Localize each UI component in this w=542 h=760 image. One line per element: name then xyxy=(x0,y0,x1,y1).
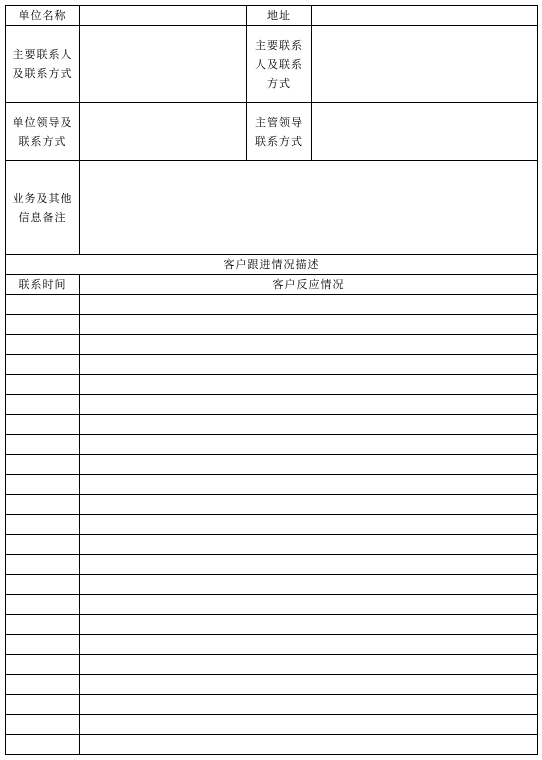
followup-row xyxy=(6,555,538,575)
followup-row xyxy=(6,375,538,395)
contact-time-cell[interactable] xyxy=(6,675,80,695)
contact-time-cell[interactable] xyxy=(6,635,80,655)
contact-time-cell[interactable] xyxy=(6,695,80,715)
customer-reaction-cell[interactable] xyxy=(80,415,538,435)
contact-time-cell[interactable] xyxy=(6,575,80,595)
contact-time-cell[interactable] xyxy=(6,615,80,635)
followup-row xyxy=(6,635,538,655)
followup-row xyxy=(6,315,538,335)
address-label: 地址 xyxy=(247,6,312,26)
contact-time-cell[interactable] xyxy=(6,355,80,375)
unit-leader-field[interactable] xyxy=(80,103,247,161)
customer-reaction-cell[interactable] xyxy=(80,295,538,315)
contact-time-cell[interactable] xyxy=(6,595,80,615)
contact-time-cell[interactable] xyxy=(6,715,80,735)
customer-reaction-cell[interactable] xyxy=(80,515,538,535)
contact-time-cell[interactable] xyxy=(6,495,80,515)
contact-time-cell[interactable] xyxy=(6,475,80,495)
main-contact-label: 主要联系人及联系方式 xyxy=(6,26,80,103)
followup-row xyxy=(6,675,538,695)
contact-time-cell[interactable] xyxy=(6,295,80,315)
followup-section-title: 客户跟进情况描述 xyxy=(6,255,538,275)
customer-reaction-cell[interactable] xyxy=(80,715,538,735)
customer-reaction-cell[interactable] xyxy=(80,575,538,595)
col-header-customer-reaction: 客户反应情况 xyxy=(80,275,538,295)
supervisor-field[interactable] xyxy=(312,103,538,161)
customer-reaction-cell[interactable] xyxy=(80,535,538,555)
form-table xyxy=(5,5,538,755)
customer-reaction-cell[interactable] xyxy=(80,595,538,615)
contact-time-cell[interactable] xyxy=(6,515,80,535)
address-field[interactable] xyxy=(312,6,538,26)
customer-reaction-cell[interactable] xyxy=(80,375,538,395)
contact-time-cell[interactable] xyxy=(6,455,80,475)
unit-name-field[interactable] xyxy=(80,6,247,26)
followup-row xyxy=(6,355,538,375)
followup-row xyxy=(6,335,538,355)
followup-row xyxy=(6,435,538,455)
contact-time-cell[interactable] xyxy=(6,415,80,435)
customer-reaction-cell[interactable] xyxy=(80,335,538,355)
contact-time-cell[interactable] xyxy=(6,315,80,335)
customer-reaction-cell[interactable] xyxy=(80,355,538,375)
customer-reaction-cell[interactable] xyxy=(80,655,538,675)
followup-row xyxy=(6,735,538,755)
customer-reaction-cell[interactable] xyxy=(80,635,538,655)
customer-reaction-cell[interactable] xyxy=(80,315,538,335)
customer-followup-form xyxy=(5,5,537,755)
followup-row xyxy=(6,655,538,675)
followup-row xyxy=(6,395,538,415)
followup-row xyxy=(6,295,538,315)
contact-time-cell[interactable] xyxy=(6,535,80,555)
main-contact-label-2: 主要联系人及联系方式 xyxy=(247,26,312,103)
contact-time-cell[interactable] xyxy=(6,555,80,575)
followup-row xyxy=(6,515,538,535)
customer-reaction-cell[interactable] xyxy=(80,555,538,575)
customer-reaction-cell[interactable] xyxy=(80,695,538,715)
followup-row xyxy=(6,595,538,615)
unit-name-label: 单位名称 xyxy=(6,6,80,26)
customer-reaction-cell[interactable] xyxy=(80,475,538,495)
followup-row xyxy=(6,695,538,715)
contact-time-cell[interactable] xyxy=(6,375,80,395)
unit-leader-label: 单位领导及联系方式 xyxy=(6,103,80,161)
col-header-contact-time: 联系时间 xyxy=(6,275,80,295)
business-label: 业务及其他信息备注 xyxy=(6,161,80,255)
followup-row xyxy=(6,415,538,435)
followup-row xyxy=(6,535,538,555)
contact-time-cell[interactable] xyxy=(6,655,80,675)
followup-row xyxy=(6,575,538,595)
business-notes-field[interactable] xyxy=(80,161,538,255)
followup-row xyxy=(6,475,538,495)
contact-time-cell[interactable] xyxy=(6,395,80,415)
customer-reaction-cell[interactable] xyxy=(80,675,538,695)
followup-row xyxy=(6,615,538,635)
contact-time-cell[interactable] xyxy=(6,735,80,755)
followup-row xyxy=(6,495,538,515)
contact-time-cell[interactable] xyxy=(6,435,80,455)
contact-time-cell[interactable] xyxy=(6,335,80,355)
followup-row xyxy=(6,455,538,475)
main-contact-field[interactable] xyxy=(80,26,247,103)
customer-reaction-cell[interactable] xyxy=(80,395,538,415)
customer-reaction-cell[interactable] xyxy=(80,455,538,475)
customer-reaction-cell[interactable] xyxy=(80,615,538,635)
main-contact-field-2[interactable] xyxy=(312,26,538,103)
customer-reaction-cell[interactable] xyxy=(80,495,538,515)
supervisor-label: 主管领导联系方式 xyxy=(247,103,312,161)
followup-row xyxy=(6,715,538,735)
customer-reaction-cell[interactable] xyxy=(80,435,538,455)
customer-reaction-cell[interactable] xyxy=(80,735,538,755)
